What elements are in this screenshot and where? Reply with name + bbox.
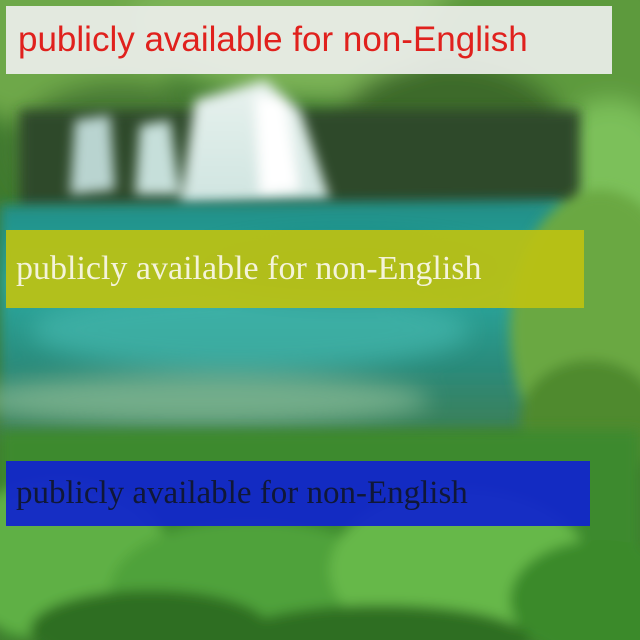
caption-text-top: publicly available for non-English xyxy=(18,20,528,59)
caption-banner-bottom xyxy=(6,461,590,526)
caption-text-middle: publicly available for non-English xyxy=(16,250,482,287)
caption-banner-top xyxy=(6,6,612,74)
caption-banner-middle xyxy=(6,230,584,308)
caption-text-bottom: publicly available for non-English xyxy=(16,475,468,511)
